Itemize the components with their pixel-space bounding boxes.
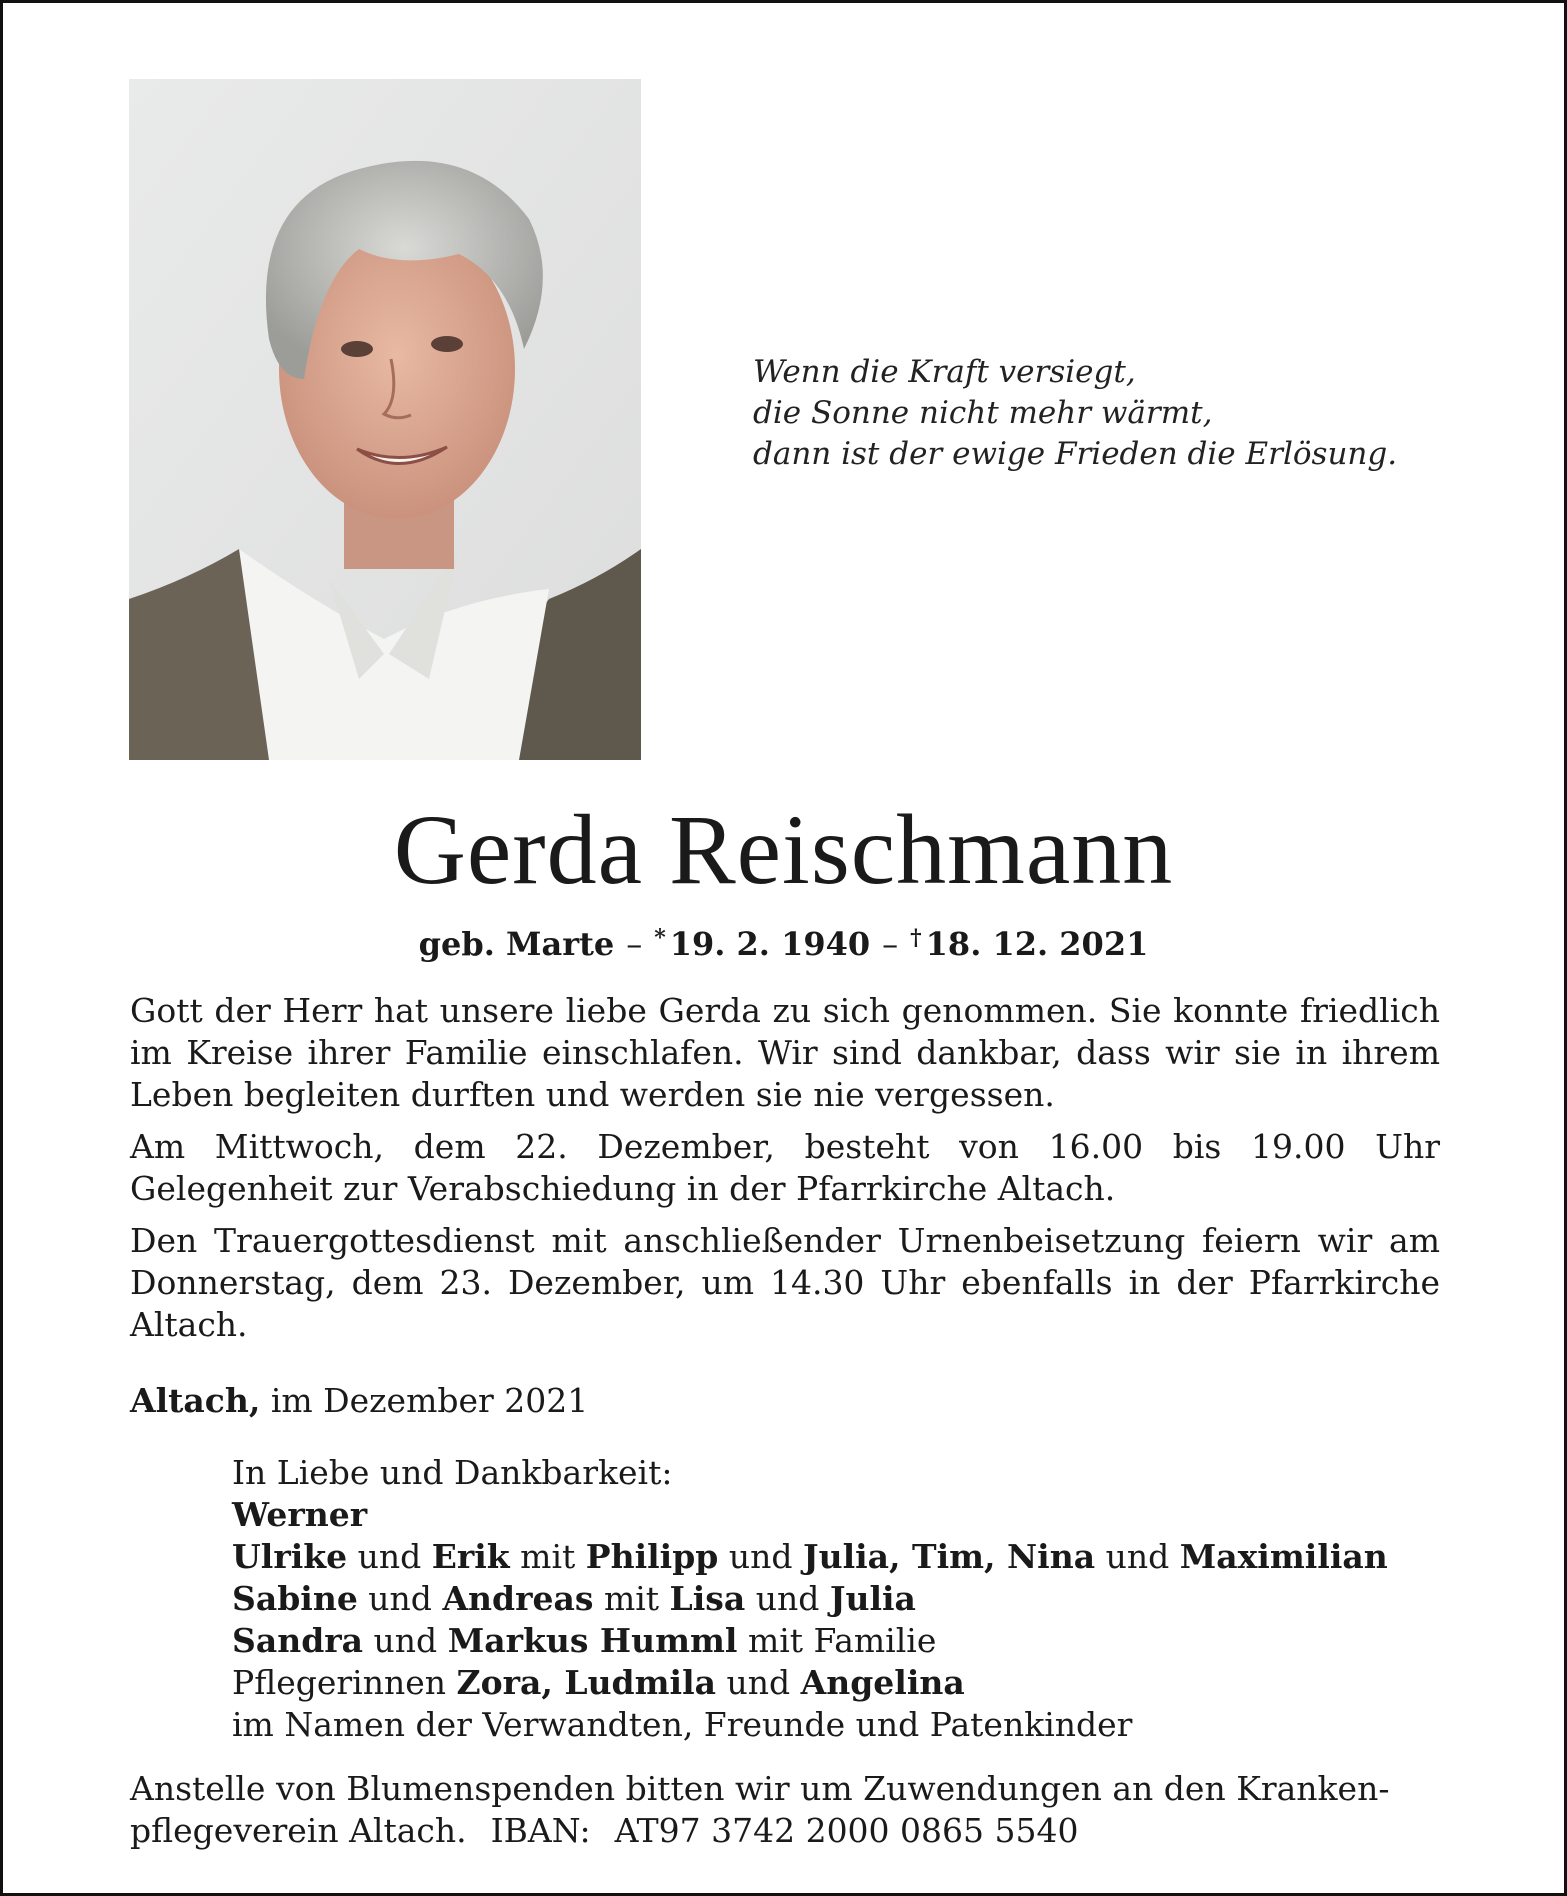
quote-line: die Sonne nicht mehr wärmt, (753, 395, 1213, 431)
mourner-line (232, 1494, 1482, 1536)
mourner-connector: und (357, 1579, 443, 1618)
iban-number: AT97 3742 2000 0865 5540 (614, 1811, 1079, 1850)
mourner-connector: und (347, 1537, 432, 1576)
mourner-connector: und (1095, 1537, 1180, 1576)
mourner-line (232, 1704, 1482, 1746)
quote-block (753, 352, 1473, 475)
lifespan-line (0, 918, 1567, 964)
paragraph: Den Trauergottesdienst mit anschließender Urnenbeisetzung feiern wir am Donnerstag, dem 23. Dezember, um 14.30 Uhr ebenfalls in der Pfarrkirche Altach. (130, 1221, 1440, 1344)
portrait-photo (129, 79, 641, 760)
mourner-name: Julia, Tim, Nina (802, 1537, 1096, 1576)
mourner-connector: und (745, 1579, 830, 1618)
mourner-name: Erik (431, 1537, 510, 1576)
mourner-name: Werner (232, 1495, 368, 1534)
donation-line (130, 1810, 1450, 1852)
donation-note (130, 1768, 1450, 1852)
quote-line: Wenn die Kraft versiegt, (753, 354, 1136, 390)
mourner-connector: mit (593, 1579, 670, 1618)
separator: – (882, 925, 899, 963)
mourner-name: Markus Humml (447, 1621, 738, 1660)
place-date-text: im Dezember 2021 (270, 1381, 589, 1420)
mourner-line (232, 1536, 1482, 1578)
paragraph: Am Mittwoch, dem 22. Dezember, besteht von 16.00 bis 19.00 Uhr Gelegenheit zur Verabschiedung in der Pfarrkirche Altach. (130, 1127, 1440, 1208)
mourner-line (232, 1620, 1482, 1662)
separator: – (626, 925, 643, 963)
mourner-name: Zora, Ludmila (456, 1663, 717, 1702)
mourners-list (232, 1452, 1482, 1746)
mourner-line (232, 1578, 1482, 1620)
death-date: 18. 12. 2021 (925, 925, 1149, 963)
announcement-text (130, 990, 1440, 1356)
place-town: Altach, (130, 1381, 261, 1420)
mourner-name: Ulrike (232, 1537, 348, 1576)
mourner-name: Sandra (232, 1621, 364, 1660)
birth-name: geb. Marte (418, 925, 615, 963)
mourner-connector: mit (509, 1537, 586, 1576)
portrait-image (129, 79, 641, 760)
mourner-name: Philipp (585, 1537, 719, 1576)
mourner-name: Lisa (669, 1579, 746, 1618)
quote-line: dann ist der ewige Frieden die Erlösung. (753, 436, 1398, 472)
mourner-connector: Pflegerinnen (232, 1663, 457, 1702)
donation-line: Anstelle von Blumenspenden bitten wir um Zuwendungen an den Kranken- (130, 1769, 1390, 1808)
birth-symbol: * (654, 925, 666, 951)
mourner-name: Andreas (442, 1579, 594, 1618)
paragraph: Gott der Herr hat unsere liebe Gerda zu sich genommen. Sie konnte friedlich im Kreise ihrer Familie einschlafen. Wir sind dankbar, dass wir sie in ihrem Leben begleiten durften und werden sie nie vergessen. (130, 991, 1440, 1114)
place-date (130, 1380, 588, 1422)
mourner-name: Maximilian (1179, 1537, 1388, 1576)
mourner-connector: und (363, 1621, 448, 1660)
mourner-connector: mit Familie (737, 1621, 937, 1660)
mourner-connector: und (718, 1537, 803, 1576)
mourner-name: Angelina (800, 1663, 965, 1702)
mourner-connector: und (716, 1663, 801, 1702)
mourners-intro: In Liebe und Dankbarkeit: (232, 1453, 673, 1492)
mourner-line (232, 1662, 1482, 1704)
iban-label: IBAN: (490, 1811, 591, 1850)
deceased-name: Gerda Reischmann (393, 794, 1174, 905)
mourner-name: Sabine (232, 1579, 358, 1618)
mourner-name: Julia (829, 1579, 916, 1618)
birth-date: 19. 2. 1940 (669, 925, 871, 963)
mourner-lines (232, 1494, 1482, 1746)
mourner-connector: im Namen der Verwandten, Freunde und Patenkinder (232, 1705, 1133, 1744)
death-symbol: † (910, 925, 922, 951)
donation-text: pflegeverein Altach. (130, 1811, 467, 1850)
